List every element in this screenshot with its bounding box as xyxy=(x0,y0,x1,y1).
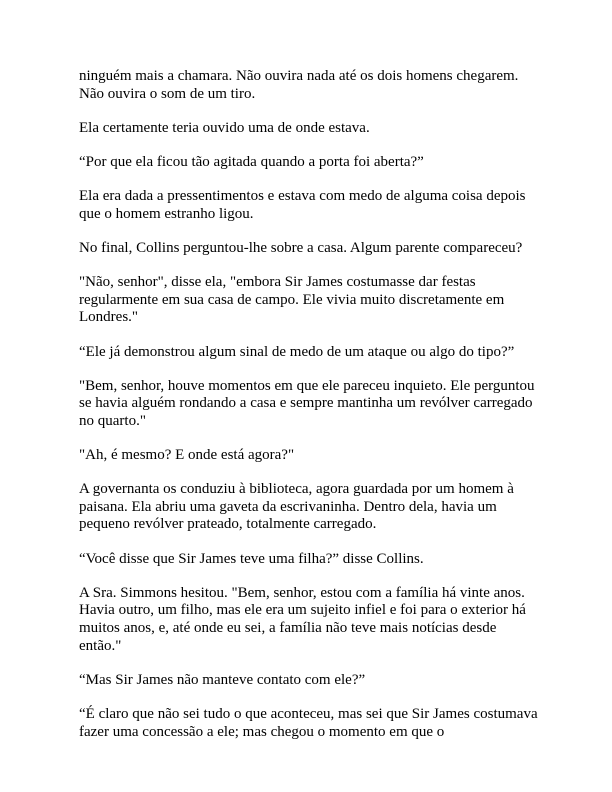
paragraph: ninguém mais a chamara. Não ouvira nada até os dois homens chegarem. Não ouvira o som de um tiro. xyxy=(79,68,519,102)
paragraph: “Ele já demonstrou algum sinal de medo de um ataque ou algo do tipo?” xyxy=(79,343,515,360)
body-text xyxy=(79,68,539,758)
paragraph: "Não, senhor", disse ela, "embora Sir James costumasse dar festas regularmente em sua casa de campo. Ele vivia muito discretamente em Londres." xyxy=(79,274,505,326)
paragraph: “Você disse que Sir James teve uma filha?” disse Collins. xyxy=(79,550,424,567)
paragraph: “Mas Sir James não manteve contato com ele?” xyxy=(79,671,366,688)
paragraph: No final, Collins perguntou-lhe sobre a casa. Algum parente compareceu? xyxy=(79,239,523,256)
paragraph: "Ah, é mesmo? E onde está agora?" xyxy=(79,447,295,464)
paragraph: A governanta os conduziu à biblioteca, agora guardada por um homem à paisana. Ela abriu uma gaveta da escrivaninha. Dentro dela, havia um pequeno revólver prateado, totalmente carregado. xyxy=(79,481,514,533)
paragraph: “Por que ela ficou tão agitada quando a porta foi aberta?” xyxy=(79,153,424,170)
paragraph: Ela era dada a pressentimentos e estava com medo de alguma coisa depois que o homem estranho ligou. xyxy=(79,188,526,222)
paragraph: A Sra. Simmons hesitou. "Bem, senhor, estou com a família há vinte anos. Havia outro, um filho, mas ele era um sujeito infiel e foi para o exterior há muitos anos, e, até onde eu sei, a família não teve mais notícias desde então." xyxy=(79,584,526,654)
paragraph: Ela certamente teria ouvido uma de onde estava. xyxy=(79,119,370,136)
paragraph: "Bem, senhor, houve momentos em que ele pareceu inquieto. Ele perguntou se havia alguém rondando a casa e sempre mantinha um revólver carregado no quarto." xyxy=(79,377,535,429)
paragraph: “É claro que não sei tudo o que aconteceu, mas sei que Sir James costumava fazer uma concessão a ele; mas chegou o momento em que o xyxy=(79,705,538,740)
